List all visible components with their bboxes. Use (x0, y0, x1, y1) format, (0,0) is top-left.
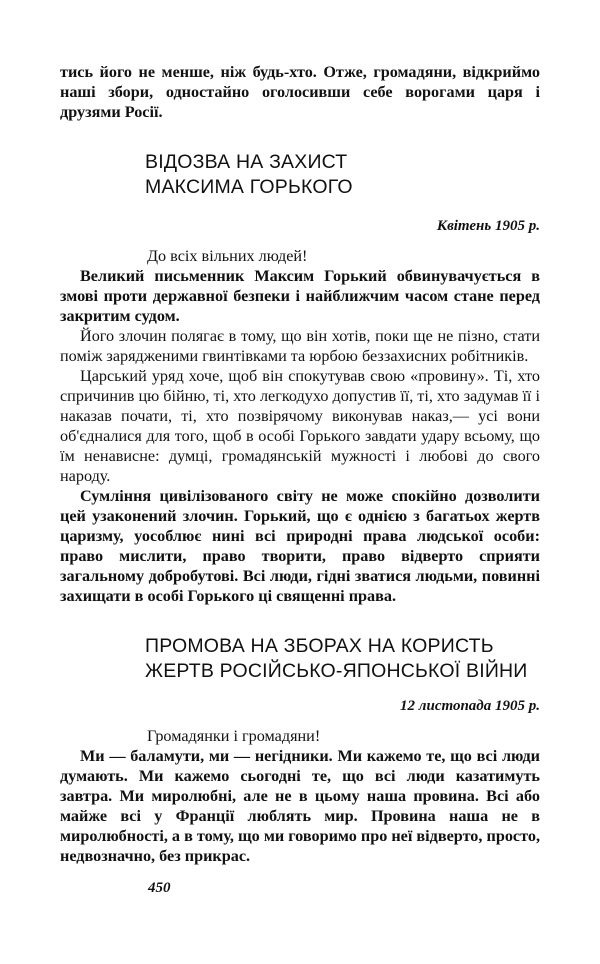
section2-paragraph: Ми — баламути, ми — негідники. Ми кажемо те, що всі люди думають. Ми кажемо сьогодні те, що всі люди казатимуть завтра. Ми миролюбні, але не в цьому наша провина. Всі або майже всі у Франції люблять мир. Провина наша не в миролюбності, а в тому, що ми говоримо про неї відверто, просто, недвозначно, без прикрас. (60, 747, 540, 865)
section1-date: Квітень 1905 р. (436, 218, 540, 234)
intro-paragraph: тись його не менше, ніж будь-хто. Отже, громадяни, відкриймо наші збори, одностайно оголосивши себе ворогами царя і друзями Росії. (60, 63, 540, 121)
section1-paragraph-2: Його злочин полягає в тому, що він хотів, поки ще не пізно, стати поміж зарядженими гвинтівками та юрбою беззахисних робітників. (60, 327, 540, 365)
section1-paragraph-1: Великий письменник Максим Горький обвинувачується в змові проти державної безпеки і найближчим часом стане перед закритим судом. (60, 267, 540, 325)
section1-paragraph-3: Царський уряд хоче, щоб він спокутував свою «провину». Ті, хто спричинив цю бійню, ті, хто легкодухо допустив її, ті, хто задумав її і наказав почати, ті, хто позвірячому виконував наказ,— усі вони об'єдналися для того, щоб в особі Горького завдати удару всьому, що їм ненависне: думці, громадянській мужності і любові до свого народу. (60, 367, 540, 485)
section2-greeting: Громадянки і громадяни! (147, 727, 321, 745)
section2-title-line2: ЖЕРТВ РОСІЙСЬКО-ЯПОНСЬКОЇ ВІЙНИ (145, 660, 528, 682)
section2-title-line1: ПРОМОВА НА ЗБОРАХ НА КОРИСТЬ (145, 635, 494, 657)
section2-date: 12 листопада 1905 р. (400, 698, 540, 714)
section1-paragraph-4: Сумління цивілізованого світу не може спокійно дозволити цей узаконений злочин. Горький, що є однією з багатьох жертв царизму, уособлює нині всі природні права людської особи: право мислити, право творити, право відверто сприяти загальному добробутові. Всі люди, гідні зватися людьми, повинні захищати в особі Горького ці священні права. (60, 487, 540, 605)
page-number: 450 (148, 880, 171, 896)
document-page (60, 62, 540, 866)
section1-title-line1: ВІДОЗВА НА ЗАХИСТ (145, 151, 348, 173)
section1-greeting: До всіх вільних людей! (147, 247, 308, 265)
section1-title-line2: МАКСИМА ГОРЬКОГО (145, 176, 353, 198)
